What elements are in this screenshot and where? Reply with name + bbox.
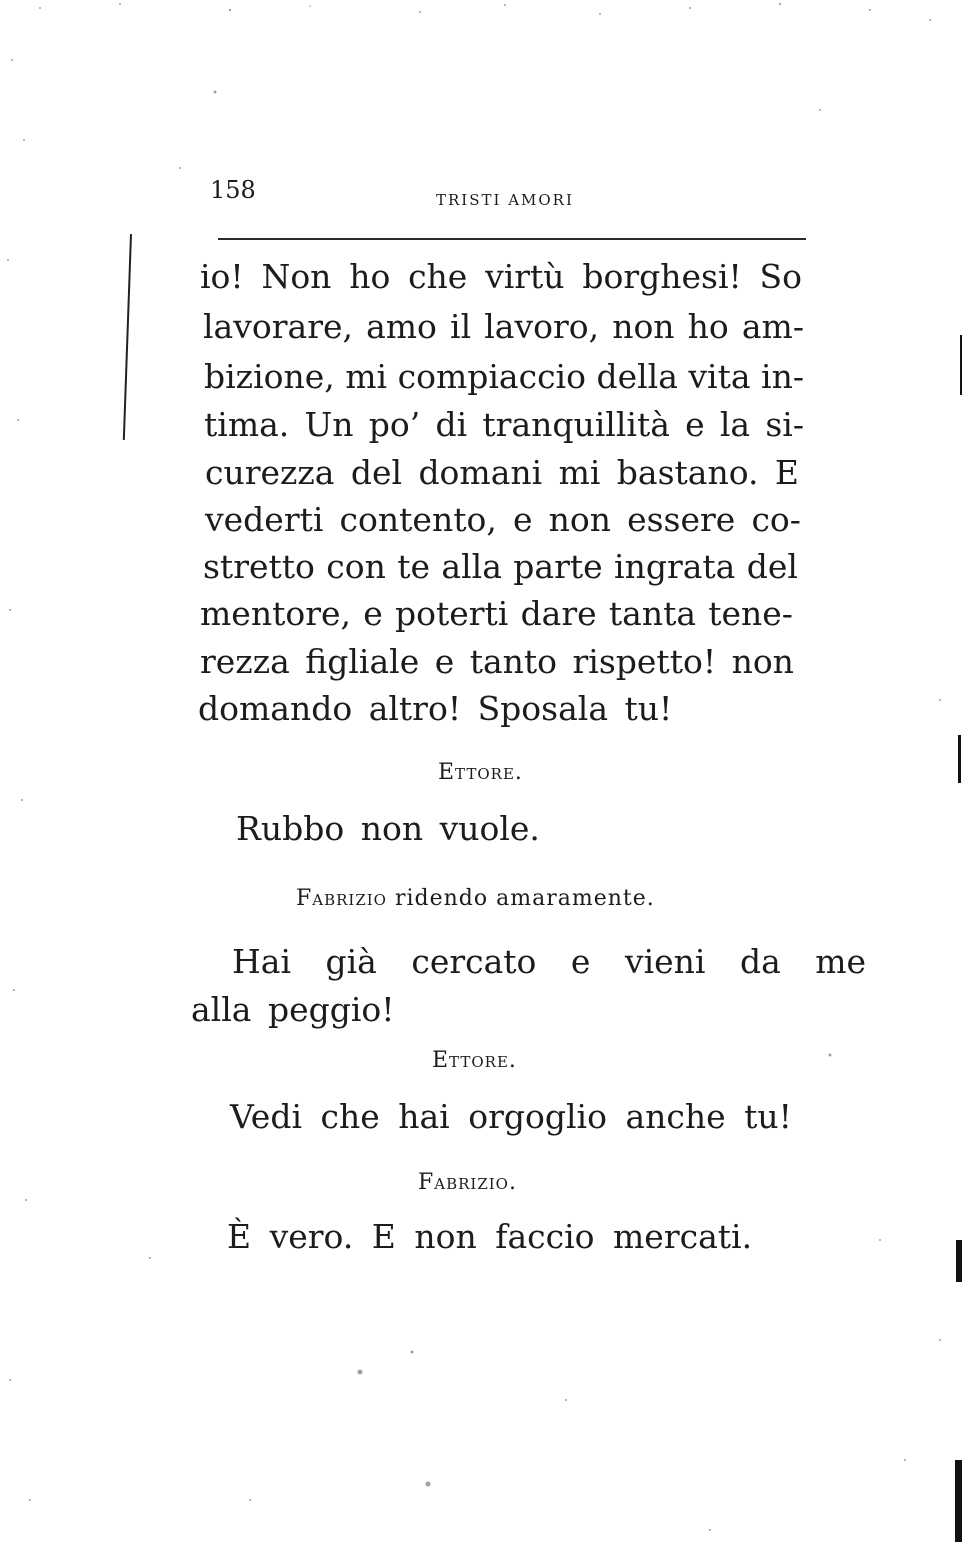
- word: am-: [741, 307, 804, 346]
- word: virtù: [485, 257, 565, 296]
- dialogue-line: alla peggio!: [191, 990, 395, 1029]
- word: lavoro,: [484, 307, 600, 346]
- word: bastano.: [616, 453, 759, 492]
- text-line: [205, 453, 799, 492]
- word: lavorare,: [203, 307, 353, 346]
- word: vita: [688, 357, 751, 396]
- page-number: 158: [210, 176, 256, 204]
- word: mentore,: [200, 594, 351, 633]
- dialogue-line: Vedi che hai orgoglio anche tu!: [230, 1097, 792, 1136]
- word: ingrata: [614, 547, 736, 586]
- stage-direction: ridendo amaramente.: [394, 886, 655, 911]
- word: Un: [304, 405, 354, 444]
- word: del: [746, 547, 798, 586]
- word: alla: [441, 547, 502, 586]
- word: con: [326, 547, 386, 586]
- word: bizione,: [204, 357, 335, 396]
- running-title: TRISTI AMORI: [436, 191, 574, 209]
- word: borghesi!: [582, 257, 742, 296]
- word: che: [408, 257, 468, 296]
- word: il: [450, 307, 472, 346]
- word: non: [731, 642, 794, 681]
- word: e: [363, 594, 383, 633]
- speaker-name: Ettore.: [432, 1048, 517, 1073]
- text-line: [204, 357, 804, 396]
- word: dare: [520, 594, 597, 633]
- header-rule: [218, 238, 806, 240]
- word: ho: [349, 257, 391, 296]
- word: mi: [558, 453, 601, 492]
- word: si-: [765, 405, 804, 444]
- word: in-: [761, 357, 804, 396]
- word: non: [548, 500, 611, 539]
- speaker-heading: [296, 886, 655, 911]
- word: la: [719, 405, 751, 444]
- word: ho: [687, 307, 729, 346]
- word: mi: [345, 357, 388, 396]
- word: tanta: [608, 594, 697, 633]
- text-line-last: domando altro! Sposala tu!: [198, 689, 673, 728]
- running-head: [210, 176, 806, 216]
- text-line: [205, 500, 801, 539]
- word: E: [774, 453, 799, 492]
- word: e: [512, 500, 533, 539]
- word: curezza: [205, 453, 335, 492]
- word: del: [350, 453, 403, 492]
- word: po’: [368, 405, 421, 444]
- word: poterti: [394, 594, 509, 633]
- text-line: [200, 257, 802, 296]
- dialogue-line: È vero. E non faccio mercati.: [227, 1217, 753, 1256]
- text-line: [204, 405, 804, 444]
- word: e: [685, 405, 705, 444]
- dialogue-text: Hai già cercato e vieni da me: [232, 942, 867, 981]
- speaker-name: Ettore.: [438, 760, 523, 785]
- word: essere: [627, 500, 736, 539]
- dialogue-line: [232, 942, 867, 981]
- word: della: [596, 357, 678, 396]
- word: tima.: [204, 405, 290, 444]
- text-line: [203, 307, 804, 346]
- word: So: [759, 257, 802, 296]
- word: non: [612, 307, 675, 346]
- word: parte: [513, 547, 603, 586]
- word: rezza: [200, 642, 290, 681]
- word: e: [434, 642, 455, 681]
- word: Non: [261, 257, 332, 296]
- word: domani: [418, 453, 543, 492]
- word: io!: [200, 257, 244, 296]
- speaker-name: Fabrizio: [296, 886, 387, 911]
- dialogue-line: Rubbo non vuole.: [236, 809, 540, 848]
- word: stretto: [203, 547, 315, 586]
- text-line: [200, 642, 794, 681]
- word: rispetto!: [572, 642, 717, 681]
- word: te: [397, 547, 431, 586]
- word: co-: [751, 500, 801, 539]
- speaker-name: Fabrizio.: [418, 1170, 517, 1195]
- text-line: [203, 547, 798, 586]
- margin-mark: [123, 234, 132, 440]
- word: vederti: [205, 500, 324, 539]
- word: tranquillità: [482, 405, 670, 444]
- word: tene-: [708, 594, 793, 633]
- word: contento,: [339, 500, 497, 539]
- word: compiaccio: [397, 357, 586, 396]
- word: di: [435, 405, 468, 444]
- text-line: [200, 594, 793, 633]
- word: tanto: [469, 642, 558, 681]
- word: figliale: [305, 642, 420, 681]
- word: amo: [366, 307, 437, 346]
